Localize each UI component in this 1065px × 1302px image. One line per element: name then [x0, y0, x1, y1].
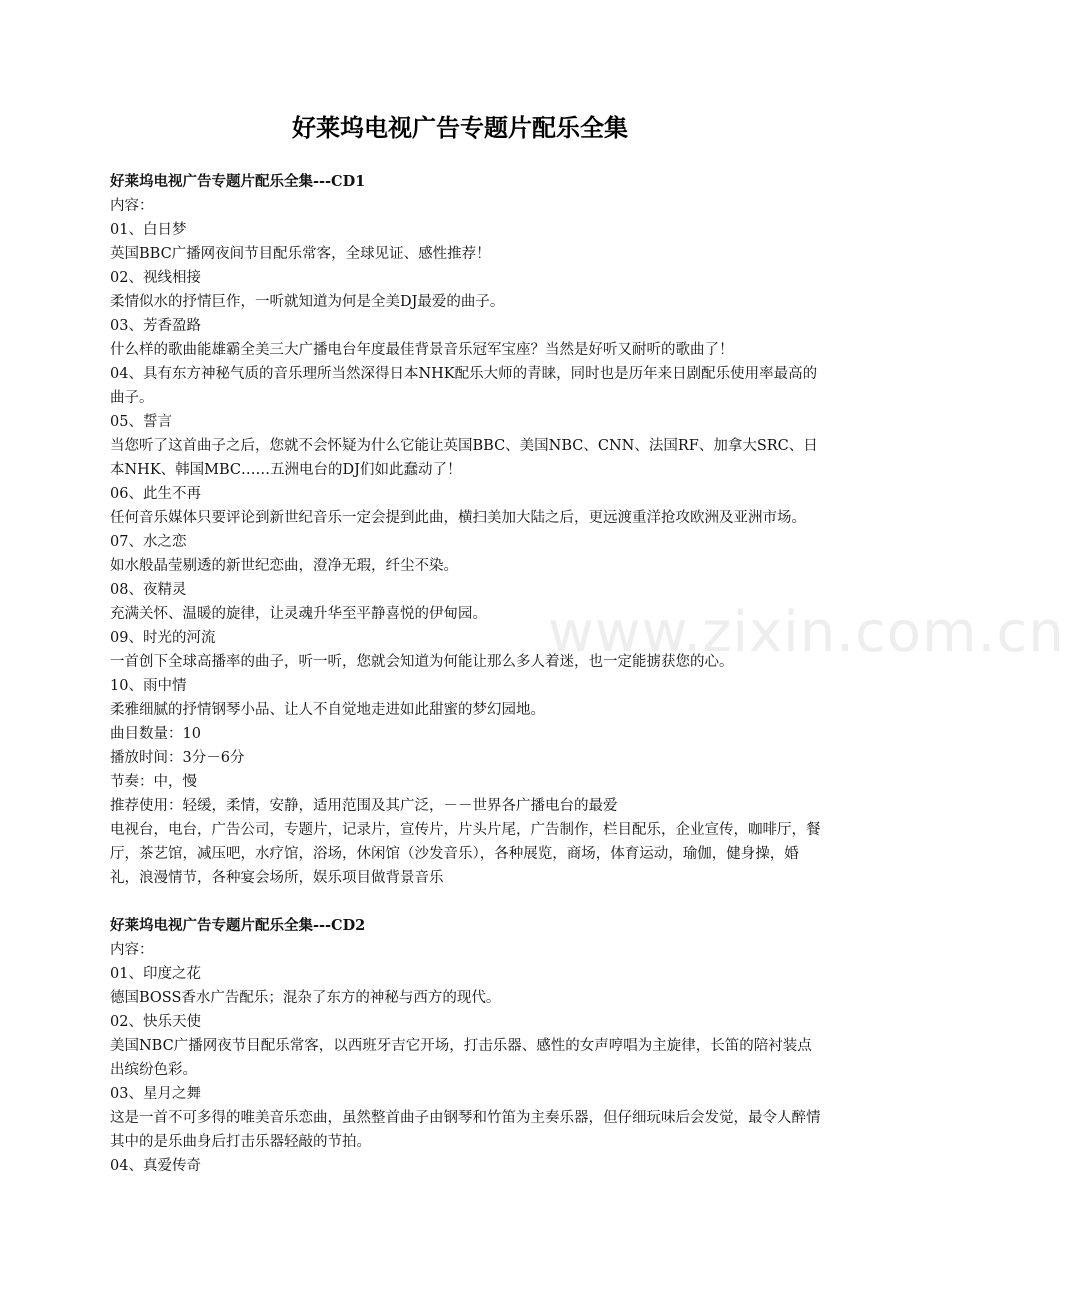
cd1-line: 04、具有东方神秘气质的音乐理所当然深得日本NHK配乐大师的青睐，同时也是历年来日剧配乐使用率最高的曲子。 — [110, 366, 818, 406]
cd1-line: 曲目数量：10 — [110, 726, 201, 742]
cd1-line: 如水般晶莹剔透的新世纪恋曲，澄净无瑕，纤尘不染。 — [110, 558, 458, 574]
cd1-line: 01、白日梦 — [110, 222, 187, 238]
cd2-line: 04、真爱传奇 — [110, 1158, 201, 1174]
cd1-line: 07、水之恋 — [110, 534, 187, 550]
cd1-line: 什么样的歌曲能雄霸全美三大广播电台年度最佳背景音乐冠军宝座？当然是好听又耐听的歌曲了！ — [110, 342, 734, 358]
cd2-track-list — [110, 962, 822, 1178]
cd1-line: 05、誓言 — [110, 414, 172, 430]
cd1-line: 英国BBC广播网夜间节目配乐常客，全球见证、感性推荐！ — [110, 246, 491, 262]
cd2-line: 03、星月之舞 — [110, 1086, 201, 1102]
cd2-line: 02、快乐天使 — [110, 1014, 201, 1030]
cd1-line: 推荐使用：轻缓，柔情，安静，适用范围及其广泛，－－世界各广播电台的最爱 — [110, 798, 618, 814]
cd1-line: 节奏：中，慢 — [110, 774, 197, 790]
cd2-contents-label: 内容： — [110, 942, 154, 958]
cd1-line: 当您听了这首曲子之后，您就不会怀疑为什么它能让英国BBC、美国NBC、CNN、法国RF、加拿大SRC、日本NHK、韩国MBC……五洲电台的DJ们如此蠢动了！ — [110, 438, 818, 478]
cd1-heading: 好莱坞电视广告专题片配乐全集---CD1 — [110, 173, 366, 190]
cd1-line: 一首创下全球高播率的曲子，听一听，您就会知道为何能让那么多人着迷，也一定能掳获您的心。 — [110, 654, 734, 670]
cd1-contents-label: 内容： — [110, 198, 154, 214]
cd1-line: 10、雨中情 — [110, 678, 187, 694]
document-title: 好莱坞电视广告专题片配乐全集 — [292, 114, 628, 142]
cd1-line: 02、视线相接 — [110, 270, 201, 286]
cd2-line: 01、印度之花 — [110, 966, 201, 982]
cd1-line: 电视台，电台，广告公司，专题片，记录片，宣传片，片头片尾，广告制作，栏目配乐，企业宣传，咖啡厅，餐厅，茶艺馆，减压吧，水疗馆，浴场，休闲馆（沙发音乐），各种展览，商场，体育运动，瑜伽，健身操，婚礼，浪漫情节，各种宴会场所，娱乐项目做背景音乐 — [110, 822, 821, 886]
cd2-line: 这是一首不可多得的唯美音乐恋曲，虽然整首曲子由钢琴和竹笛为主奏乐器，但仔细玩味后会发觉，最令人醉情其中的是乐曲身后打击乐器轻敲的节拍。 — [110, 1110, 821, 1150]
cd1-line: 播放时间：3分－6分 — [110, 750, 245, 766]
cd2-heading: 好莱坞电视广告专题片配乐全集---CD2 — [110, 917, 366, 934]
cd1-line: 09、时光的河流 — [110, 630, 216, 646]
cd1-line: 柔雅细腻的抒情钢琴小品、让人不自觉地走进如此甜蜜的梦幻园地。 — [110, 702, 545, 718]
document-body — [110, 170, 822, 1178]
cd1-line: 柔情似水的抒情巨作，一听就知道为何是全美DJ最爱的曲子。 — [110, 294, 505, 310]
watermark: www.zixin.com.cn — [548, 600, 1065, 665]
cd1-track-list — [110, 218, 822, 890]
cd1-line: 任何音乐媒体只要评论到新世纪音乐一定会提到此曲，横扫美加大陆之后，更远渡重洋抢攻欧洲及亚洲市场。 — [110, 510, 806, 526]
cd2-line: 德国BOSS香水广告配乐；混杂了东方的神秘与西方的现代。 — [110, 990, 501, 1006]
cd1-line: 06、此生不再 — [110, 486, 201, 502]
cd1-line: 充满关怀、温暖的旋律，让灵魂升华至平静喜悦的伊甸园。 — [110, 606, 487, 622]
cd1-line: 08、夜精灵 — [110, 582, 187, 598]
section-gap — [110, 890, 822, 914]
cd2-line: 美国NBC广播网夜节目配乐常客，以西班牙吉它开场，打击乐器、感性的女声哼唱为主旋律，长笛的陪衬装点出缤纷色彩。 — [110, 1038, 812, 1078]
cd1-line: 03、芳香盈路 — [110, 318, 201, 334]
